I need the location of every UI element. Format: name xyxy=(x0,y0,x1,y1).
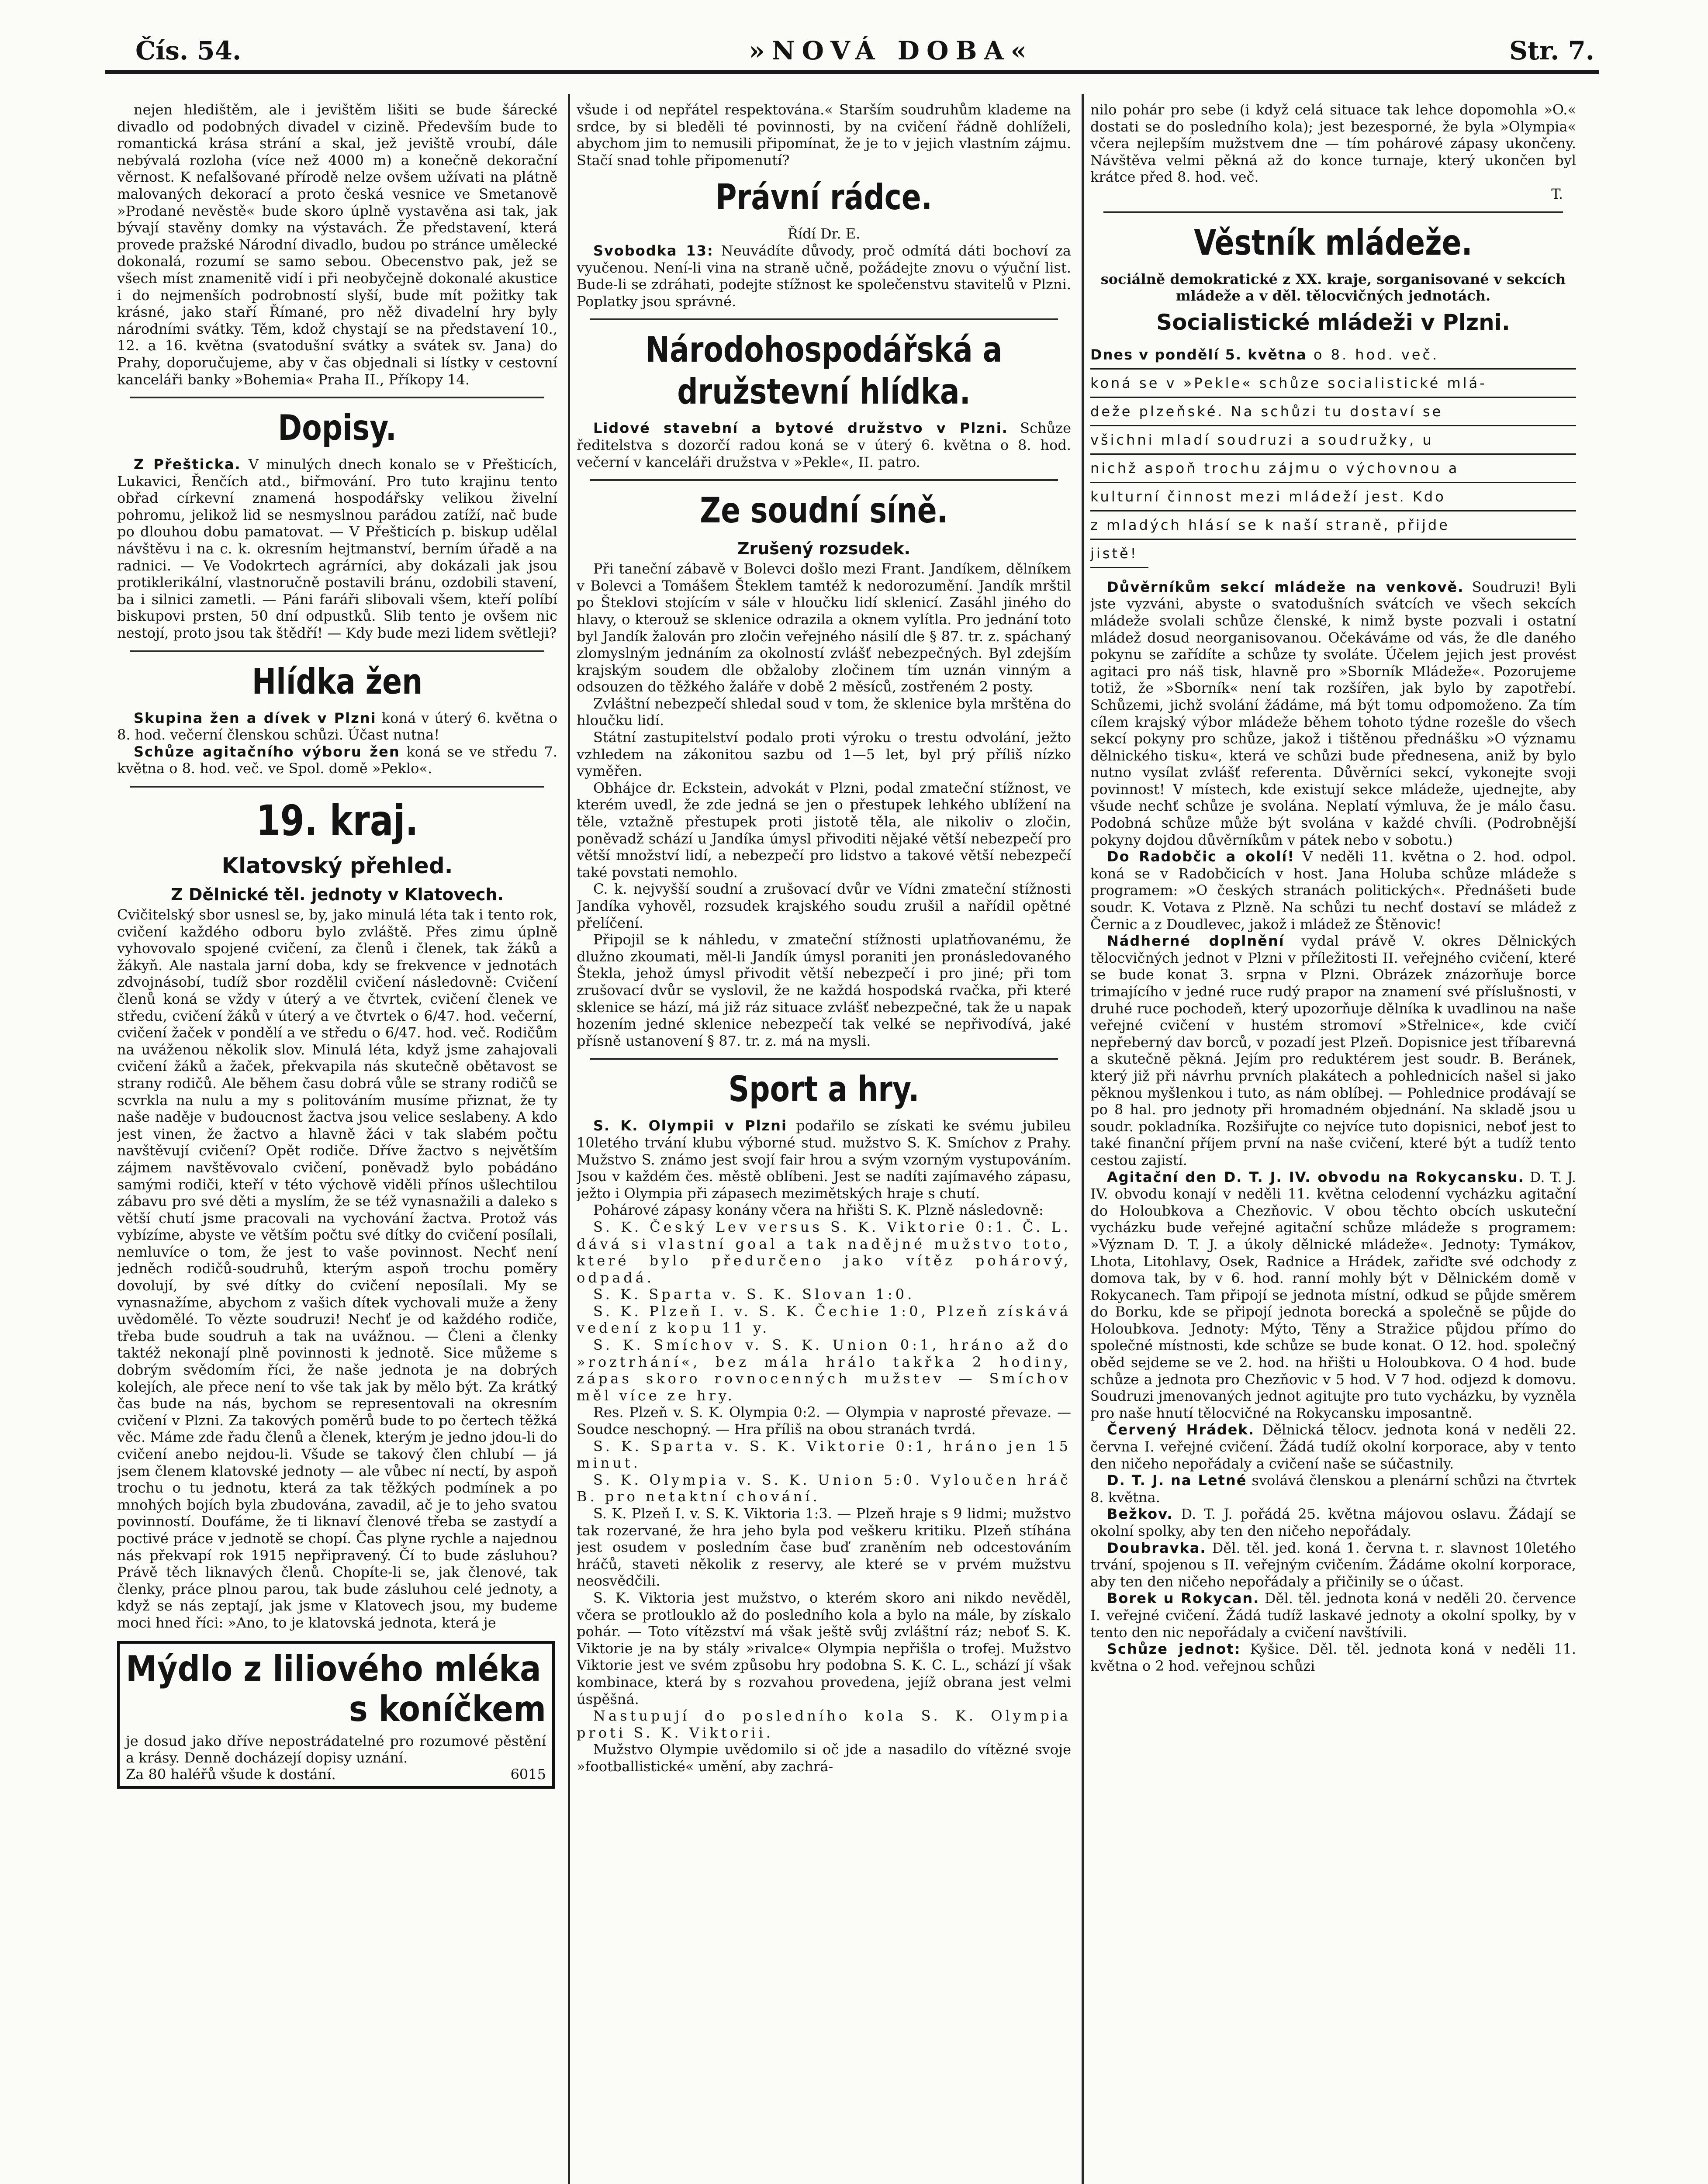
notice-line: nichž aspoň trochu zájmu o výchovnou a xyxy=(1090,455,1576,483)
issue-number: Čís. 54. xyxy=(135,36,242,66)
sport-cup-intro: Pohárové zápasy konány včera na hřišti S. K. Plzně následovně: xyxy=(593,1202,1044,1219)
court-paragraph: Připojil se k náhledu, v zmateční stížnosti uplatňovanému, že dlužno zkoumati, měl-li Jandík úmysl poraniti jen pronásledovaného Štekla, jehož úmysl přivodit větší nebezpečí i pro jiné; při tom zrušovací dvůr se vyslovil, že ne každá hospodská rvačka, při které sklenice se hází, má již ráz situace zvlášť nebezpečné, tak že u napak hozením jedné sklenice nebezpečí tak velké se nepřivodívá, jaké přísně ustanovení § 87. tr. z. má na mysli. xyxy=(577,931,1071,1049)
newspaper-title: »NOVÁ DOBA« xyxy=(749,36,1034,66)
court-paragraph: Státní zastupitelství podalo proti výroku o trestu odvolání, ježto vzhledem na zákonitou sazbu od 1—5 let, byl prý příliš nízko vyměřen. xyxy=(577,729,1071,780)
header-rule xyxy=(105,70,1599,74)
youth-meeting-notice xyxy=(1090,341,1576,568)
article-heading: Z Přešticka. xyxy=(134,456,241,473)
section-rule xyxy=(130,397,544,398)
column-divider-2 xyxy=(1082,94,1084,2184)
notice-trustees: Důvěrníkům sekcí mládeže na venkově. Soudruzi! Byli jste vyzváni, abyste o svatodušních svátcích ve všech sekcích mládeže svolali schůze členské, k nimž byste pozvali i ostatní mládež dosud neorganisovanou. Očekáváme od vás, že dle daného pokynu se zařídíte a schůze ty svoláte. Účelem jejich jest provést agitaci pro náš tisk, hlavně pro »Sborník Mládeže«. Pozorujeme totiž, že »Sborník« není tak rozšířen, jak bylo by zapotřebí. Schůzemi, jichž svolání žádáme, má být tomu odpomoženo. Za tím cílem krajský výbor mládeže během tohoto týdne rozešle do všech sekcí pokyny pro schůze, jakož i tištěnou přednášku »O významu dělnického tisku«, která ve schůzi bude přednesena, aniž by bylo nutno vysílat zvlášť referenta. Důvěrníci sekcí, vykonejte svoji povinnost! V místech, kde existují sekce mládeže, ujednejte, aby všude nechť schůze je svolána. Neplatí výmluva, že je málo času. Podobná schůze může být svolána v každé chvíli. (Podrobnější pokyny dojdou důvěrníkům v pátek nebo v sobotu.) xyxy=(1090,578,1576,848)
notice-agitation-committee: Schůze agitačního výboru žen koná se ve středu 7. května o 8. hod. več. ve Spol. domě »Peklo«. xyxy=(117,743,557,777)
notice-borek: Borek u Rokycan. Děl. těl. jednota koná v neděli 20. července I. veřejné cvičení. Žádá tudíž laskavé jednoty a okolní spolky, by v tento den nic nepořádaly a cvičení navštívili. xyxy=(1090,1590,1576,1641)
court-paragraph: Obhájce dr. Eckstein, advokát v Plzni, podal zmateční stížnost, ve kterém uvedl, že zde jedná se jen o přestupek lehkého ublížení na těle, vztažně přestupek proti jistotě těla, ale nikoliv o zločin, poněvadž schází u Jandíka úmysl přivoditi nějaké větší nebezpečí pro větší množství lidí, a nebezpečí pro lidstvo a takové větší nebezpečí také povstati nemohlo. xyxy=(577,779,1071,881)
notice-line: z mladých hlásí se k naší straně, přijde xyxy=(1090,511,1576,540)
column-divider-1 xyxy=(568,94,570,2184)
section-rule xyxy=(590,479,1058,481)
section-title-youth: Věstník mládeže. xyxy=(1194,222,1473,263)
article-heading: Zrušený rozsudek. xyxy=(737,539,911,559)
notice-line: jistě! xyxy=(1090,540,1148,568)
section-title-region: 19. kraj. xyxy=(256,796,418,845)
ad-price: Za 80 haléřů všude k dostání. xyxy=(126,1766,336,1783)
match-result: S. K. Sparta v. S. K. Viktorie 0:1, hráno jen 15 minut. xyxy=(577,1438,1071,1472)
section-rule xyxy=(130,650,544,652)
notice-line: deže plzeňské. Na schůzi tu dostaví se xyxy=(1090,398,1576,426)
sport-olympia: S. K. Olympii v Plzni podařilo se získati ke svému jubileu 10letého trvání klubu výborné stud. mužstvo S. K. Smíchov z Prahy. Mužstvo S. známo jest svojí fair hrou a svým vzorným vystupováním. Jsou v každém čes. městě oblíbeni. Jest se nadíti zajímavého zápasu, ježto i Olympia při zápasech mezimětských hraje s chutí. xyxy=(577,1117,1071,1202)
match-result: S. K. Olympia v. S. K. Union 5:0. Vyloučen hráč B. pro netaktní chování. xyxy=(577,1471,1071,1505)
section-title-economy: Národohospodářská a družstevní hlídka. xyxy=(645,329,1003,412)
notice-postcard: Nádherné doplnění vydal právě V. okres Dělnických tělocvičných jednot v Plzni v příležitosti II. veřejného cvičení, které se bude konat 3. srpna v Plzni. Obrázek znázorňuje borce trimajícího v jedné ruce rudý prapor na znamení své příslušnosti, v druhé ruce pochodeň, který upozorňuje dělníka k uvadlinou na naše veřejné cvičení v hustém stromoví »Střelnice«, kde cvičí nepřeberný dav borců, v pozadí jest Plzeň. Dopisnice jest tříbarevná a skutečně pěkná. Jejím pro reduktérem jest soudr. B. Beránek, který již při návrhu prvních plakátech a pohlednicích našel si jako pěknou myšlenkou i tuto, as nám oblíbej. — Pohlednice prodávají se po 8 hal. pro jednoty při hromadném objednání. Na skladě jsou u soudr. pokladníka. Rozšiřujte co nejvíce tuto dopisnici, neboť jest to také finanční příjem první na naše cvičení, které být a tudíž tento cestou zajistí. xyxy=(1090,933,1576,1168)
notice-agitation-day: Agitační den D. T. J. IV. obvodu na Rokycansku. D. T. J. IV. obvodu konají v neděli 11. května celodenní vycházku agitační do Holoubkova a Chezňovic. V obou těchto obcích uskuteční vycházku bude veřejné agitační schůze mládeže s programem: »Význam D. T. J. a úkoly dělnické mládeže«. Jednoty: Tymákov, Lhota, Litohlavy, Osek, Radnice a Hrádek, zařiďte své odchody z domova tak, by v 6. hod. ranní mohly být v Dělnickém domě v Rokycanech. Tam připojí se jednota místní, odkud se půjde směrem do Borku, kde se připojí jednota borecká a společně se půjde do Holoubkova. Jednoty: Mýto, Těny a Stražice půjdou přímo do společné místnosti, kde schůze se bude konat. O 12. hod. společný oběd sejdeme se ve 2. hod. na hřišti u Holoubkova. O 4 hod. bude schůze a jednota pro Chezňovic v 5 hod. V 7 hod. odjezd k domovu. Soudruzi jmenovaných jednot agitujte pro tuto vycházku, by vyzněla pro naše hnutí tělocvičné na Rokycansku imposantně. xyxy=(1090,1168,1576,1421)
notice-doubravka: Doubravka. Děl. těl. jed. koná 1. června t. r. slavnost 10letého trvání, spojenou s II. veřejným cvičením. Žádáme okolní korporace, aby ten den ničeho nepořádaly a přičinily se o účast. xyxy=(1090,1539,1576,1590)
ad-footer xyxy=(126,1766,546,1783)
notice-women-group: Skupina žen a dívek v Plzni koná v úterý 6. května o 8. hod. večerní členskou schůzi. Účast nutna! xyxy=(117,709,557,743)
page-header xyxy=(105,26,1599,74)
column-1 xyxy=(117,101,557,2184)
sport-continued: nilo pohár pro sebe (i když celá situace tak lehce dopomohla »O.« dostati se do posledního kola); jest bezesporné, že byla »Olympia« včera nejlepším mužstvem dne — tím pohárové zápasy ukončeny. Návštěva velmi pěkná až do konce turnaje, který ukončen byl krátce před 8. hod. več. xyxy=(1090,101,1576,186)
section-title-sport: Sport a hry. xyxy=(728,1069,920,1110)
notice-cerveny-hradek: Červený Hrádek. Dělnická tělocv. jednota koná v neděli 22. června I. veřejné cvičení. Žádá tudíž okolní korporace, aby v tento den ničeho nepořádaly a cvičení naše se súčastnily. xyxy=(1090,1421,1576,1472)
notice-radobcice: Do Radobčic a okolí! V neděli 11. května o 2. hod. odpol. koná se v Radobčicích v host. Jana Holuba schůze mládeže s programem: »O českých stranách politických«. Přednášeti bude soudr. K. Votava z Plzně. Na schůzi tu nechť dostaví se mládež z Černic a z Doudlevec, jakož i mládež ze Štěnovic! xyxy=(1090,848,1576,933)
article-presticko: Z Přešticka. V minulých dnech konalo se v Přešticích, Lukavici, Řenčích atd., biřmování. Pro tuto krajinu tento obřad církevní znamená hospodářsky velikou živelní pohromu, jelikož lid se nesmyslnou parádou zatíží, nač bude po dlouhou dobu pamatovat. — V Přešticích p. biskup udělal návštěvu i na c. k. okresním hejtmanství, berním úřadě a na radnici. — Ve Vodokrtech agrárníci, aby dokázali jak jsou protiklerikální, vlastnoručně postavili bránu, ozdobili stavení, ba i silnici zametli. — Páni faráři slibovali všem, kteří políbí biskupovi prsten, 50 dní odpustků. Slib tento je ovšem nic nestojí, proto jsou tak štědří! — Kdy bude mezi lidem světleji? xyxy=(117,456,557,642)
article-gymnastics-klatovy: Cvičitelský sbor usnesl se, by, jako minulá léta tak i tento rok, cvičení každého odboru bylo zvláště. Přes zimu úplně vyhovovalo spojené cvičení, za členů i členek, tak žáků a žákyň. Ale nastala jarní doba, kdy se frekvence v jednotách zdvojnásobí, tudíž sbor rozdělil cvičení následovně: Cvičení členů koná se vždy v úterý a ve čtvrtek, cvičení členek ve středu, cvičení žáků v úterý a ve čtvrtek o 6/47. hod. večerní, cvičení žaček v pondělí a ve středu o 6/47. hod. več. Rodičům na uváženou několik slov. Minulá léta, když jsme zahajovali cvičení žáků a žaček, překvapila nás skutečně obětavost se strany rodičů. Ale během času dobrá vůle se strany rodičů se scvrkla na nulu a my s politováním musíme přiznat, že ty naše naděje v budoucnost žactva jsou velice seslabeny. A kdo jest vinen, že žactvo a hlavně žáci v tak slabém počtu navštěvují cvičení? Opět rodiče. Dříve žactvo s největším zájmem navštěvovalo cvičení, poněvadž bylo pobádáno samými rodiči, kteří v této výchově viděli přínos ušlechtilou zábavu pro své děti a myslím, že se též vynasnažili a daleko s větší chutí jsme pracovali na vychování žactva. Protož vás vybízíme, abyste ve větším počtu své dítky do cvičení posílali, nemluvíce o tom, že jest to vaše povinnost. Nechť není jedněch rodičů-soudruhů, kterým aspoň trochu poměry dovolují, by své dítky do cvičení neposílali. My se vynasnažíme, abychom z vašich dítek vychovali muže a ženy uvědomělé. To vězte soudruzi! Nechť je od každého rodiče, třeba bude soudruh a tak na uvážnou. — Členi a členky taktéž nekonají plně povinnosti k jednotě. Sice můžeme s dobrým svědomím říci, že naše jednota je na dobrých kolejích, ale přece není to vše tak jak by mělo být. Za krátký čas bude na nás, bychom se representovali na okresním cvičení v Plzni. Za takových poměrů bude to po čertech těžká věc. Máme zde řadu členů a členek, kterým je jedno jdou-li do cvičení anebo nejdou-li. Všude se takový člen chlubí — já jsem členem klatovské jednoty — ale vůbec ní nectí, by aspoň trochu o tu jednotu, která za tak těžkých podmínek a po mnohých bojích byla zbudována, zavadil, ač je to jeho svatou povinností. Doufáme, že ti liknaví členové třeba se zastydí a poctivé práce v jednotě se chopí. Čas plyne rychle a najednou nás překvapí rok 1915 nepřipravený. Čí to bude zásluhou? Právě těch liknavých členů. Chopíte-li se, jak členové, tak členky, práce plnou parou, tak bude zásluhou celé jednoty, a když se nás zeptají, jak jsme v Klatovech jsou, my budeme moci hned říci: »Ano, to je klatovská jednota, která je xyxy=(117,906,557,1631)
article-continued: všude i od nepřátel respektována.« Starším soudruhům klademe na srdce, by si bleděli té povinnosti, by na cvičení řádně dohlíželi, abychom jim to nemusili připomínat, že je to v jejich vlastním zájmu. Stačí snad tohle připomenutí? xyxy=(577,101,1071,169)
notice-line: všichni mladí soudruzi a soudružky, u xyxy=(1090,426,1576,455)
ad-headline: Mýdlo z liliového mléka xyxy=(126,1648,541,1689)
match-result: S. K. Viktoria jest mužstvo, o kterém skoro ani nikdo nevěděl, včera se protlouklo až do posledního kola a bylo na mále, by získalo pohár. — Toto vítězství má však ještě svůj zvláštní ráz; neboť S. K. Viktorie je na by stály »rivalce« Olympia nepřišla o trofej. Mužstvo Viktorie jest ve svém způsobu hry podobna S. K. C. L., schází jí však kombinace, která by s rozvahou provedena, jejíž obrana jest velmi úspěšná. xyxy=(577,1589,1071,1707)
section-rule xyxy=(1103,211,1563,213)
section-rule xyxy=(130,786,544,788)
page-number: Str. 7. xyxy=(1509,36,1594,66)
match-result: Nastupují do posledního kola S. K. Olympia proti S. K. Viktorii. xyxy=(577,1707,1071,1741)
article-title-youth-plzen: Socialistické mládeži v Plzni. xyxy=(1156,309,1510,335)
column-3 xyxy=(1090,101,1576,2184)
notice-line: Dnes v pondělí 5. května o 8. hod. več. xyxy=(1090,341,1576,370)
notice-housing-cooperative: Lidové stavební a bytové družstvo v Plzni. Schůze ředitelstva s dozorčí radou koná se v úterý 6. května o 8. hod. večerní v kanceláři družstva v »Pekle«, II. patro. xyxy=(577,420,1071,470)
match-result: S. K. Smíchov v. S. K. Union 0:1, hráno až do »roztrhání«, bez mála hrálo takřka 2 hodiny, zápas skoro rovnocenných mužstev — Smíchov měl více ze hry. xyxy=(577,1337,1071,1404)
section-title-letters: Dopisy. xyxy=(278,408,397,449)
section-title-women: Hlídka žen xyxy=(252,661,423,702)
notice-bezkov: Bežkov. D. T. J. pořádá 25. května májovou oslavu. Žádají se okolní spolky, aby ten den ničeho nepořádaly. xyxy=(1090,1506,1576,1539)
ad-number: 6015 xyxy=(510,1766,546,1783)
soap-advertisement xyxy=(117,1641,555,1789)
match-result: S. K. Sparta v. S. K. Slovan 1:0. xyxy=(593,1286,915,1303)
match-result: Res. Plzeň v. S. K. Olympia 0:2. — Olympia v naprosté převaze. — Soudce neschopný. — Hra příliš na obou stranách tvrdá. xyxy=(577,1404,1071,1438)
column-2 xyxy=(577,101,1071,2184)
notice-meetings: Schůze jednot: Kyšice. Děl. těl. jednota koná v neděli 11. května o 2 hod. veřejnou schůzi xyxy=(1090,1641,1576,1674)
court-paragraph: Zvláštní nebezpečí shledal soud v tom, že sklenice byla mrštěna do hloučku lidí. xyxy=(577,695,1071,729)
section-subtitle-klatovy: Klatovský přehled. xyxy=(221,853,453,878)
notice-line: koná se v »Pekle« schůze socialistické mlá- xyxy=(1090,370,1576,398)
section-title-legal: Právní rádce. xyxy=(716,177,932,218)
article-heading: Z Dělnické těl. jednoty v Klatovech. xyxy=(171,885,504,904)
legal-answer: Svobodka 13: Neuvádíte důvody, proč odmítá dáti bochoví za vyučenou. Není-li vina na straně učně, požádejte znovu o výuční list. Bude-li se zdráhati, podejte stížnost ke společenstvu stavitelů v Plzni. Poplatky jsou správné. xyxy=(577,242,1071,310)
article-theatre-continued: nejen hledištěm, ale i jevištěm lišiti se bude šárecké divadlo od podobných divadel v cizině. Především bude to romantická krása strání a skal, jež jeviště vroubí, dále nebývalá rozloha (více než 4000 m) a konečně dekorační věrnost. K nefalšované přírodě nelze ovšem užívati na plátně malovaných dekorací a proto česká vesnice ve Smetanově »Prodané nevěstě« bude skoro úplně vystavěna asi tak, jak bývají stavěny domky na výstavách. Že představení, která provede pražské Národní divadlo, budou po stránce umělecké dokonalá, rozumí se samo sebou. Obecenstvo pak, jež se všech míst znamenitě vidí i při neobyčejně dokonalé akustice i do nejmenších podrobností slyší, bude mít požitky tak krásné, jako staří Římané, pro něž divadelní hry byly národními svátky. Těm, kdož chystají se na představení 10., 12. a 16. května (svatodušní svátky a svátek sv. Jana) do Prahy, doporučujeme, aby v čas objednali si lístky v cestovní kanceláři banky »Bohemia« Praha II., Příkopy 14. xyxy=(117,101,557,388)
section-rule xyxy=(590,1058,1058,1060)
ad-body: je dosud jako dříve nepostrádatelné pro rozumové pěstění a krásy. Denně docházejí dopisy uznání. xyxy=(126,1732,546,1766)
court-paragraph: Při taneční zábavě v Bolevci došlo mezi Frant. Jandíkem, dělníkem v Bolevci a Tomášem Šteklem tamtéž k nedorozumění. Jandík mrštil po Šteklovi stojícím v sále v hloučku lidí sklenicí. Zasáhl jiného do hlavy, o kterouž se sklenice odrazila a oknem vylítla. Pro jednání toto byl Jandík žalován pro zločin veřejného násilí dle § 87. tr. z. spáchaný zlomyslným jednáním za okolností zvlášť nebezpečných. Byl zdejším krajským soudem dle obžaloby zločinem tím uznán vinným a odsouzen do těžkého žaláře v době 2 měsíců, zostřeném 2 posty. xyxy=(577,560,1071,695)
match-result: S. K. Plzeň I. v. S. K. Viktoria 1:3. — Plzeň hraje s 9 lidmi; mužstvo tak rozervané, že hra jeho byla pod veškeru kritiku. Plzeň stíhána jest osudem v posledním čase buď zraněním neb odcestováním hráčů, staveti několik z reservy, ale které se v prvém mužstvu neosvědčili. xyxy=(577,1505,1071,1590)
match-result: S. K. Plzeň I. v. S. K. Čechie 1:0, Plzeň získává vedení z kopu 11 y. xyxy=(577,1303,1071,1337)
article-signature: T. xyxy=(1551,185,1563,202)
court-paragraph: C. k. nejvyšší soudní a zrušovací dvůr ve Vídni zmateční stížnosti Jandíka vyhověl, rozsudek krajského soudu zrušil a nařídil opětné přelíčení. xyxy=(577,881,1071,931)
section-rule xyxy=(590,318,1058,320)
section-subtitle-youth: sociálně demokratické z XX. kraje, sorganisované v sekcích mládeže a v děl. tělocvičných jednotách. xyxy=(1100,270,1566,304)
section-editor: Řídí Dr. E. xyxy=(787,225,861,242)
notice-line: kulturní činnost mezi mládeží jest. Kdo xyxy=(1090,483,1576,511)
match-result: S. K. Český Lev versus S. K. Viktorie 0:1. Č. L. dává si vlastní goal a tak nadějné mužstvo toto, které bylo předurčeno jako vítěz pohárový, odpadá. xyxy=(577,1218,1071,1286)
notice-letna: D. T. J. na Letné svolává členskou a plenární schůzi na čtvrtek 8. května. xyxy=(1090,1472,1576,1506)
match-result: Mužstvo Olympie uvědomilo si oč jde a nasadilo do vítězné svoje »footballistické« umění, aby zachrá- xyxy=(577,1741,1071,1775)
ad-headline-2: s koníčkem xyxy=(349,1688,546,1729)
section-title-court: Ze soudní síně. xyxy=(700,490,948,531)
